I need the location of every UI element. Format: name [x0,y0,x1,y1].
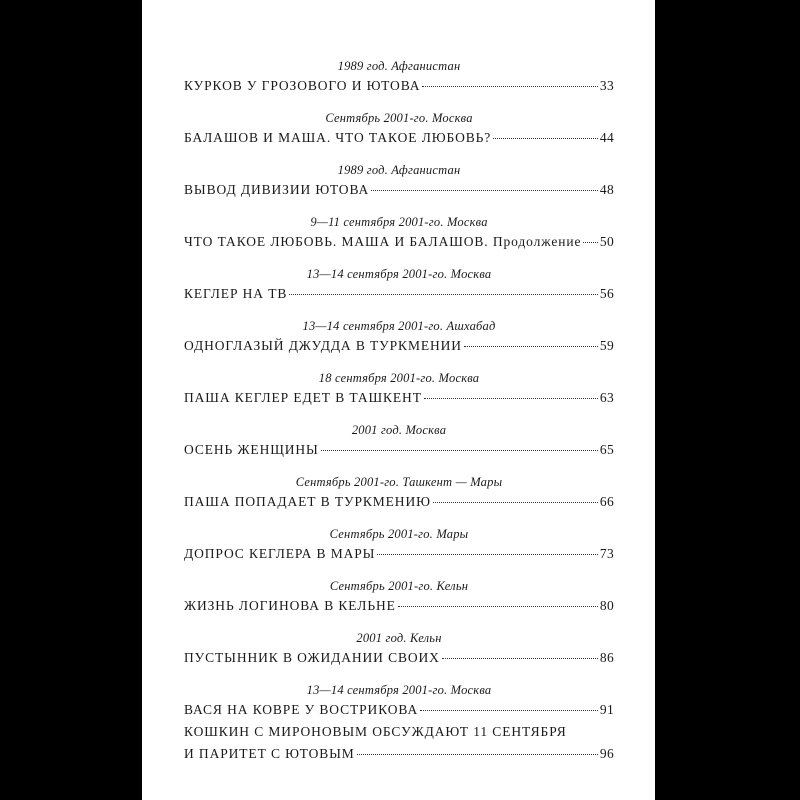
toc-line [184,647,614,669]
toc-title: ПАША КЕГЛЕР ЕДЕТ В ТАШКЕНТ [184,390,422,405]
toc-page-number: 63 [599,390,614,405]
toc-line [184,127,614,149]
dot-leader [321,450,598,451]
dot-leader [289,294,598,295]
toc-entry [184,265,614,317]
toc-page-number: 66 [599,494,614,509]
toc-title: ЧТО ТАКОЕ ЛЮБОВЬ. МАША И БАЛАШОВ. Продолжение [184,234,582,249]
toc-title: КОШКИН С МИРОНОВЫМ ОБСУЖДАЮТ 11 СЕНТЯБРЯ [184,724,567,739]
toc-subtitle: 18 сентября 2001-го. Москва [318,371,480,385]
toc-entry [184,213,614,265]
toc-subtitle: Сентябрь 2001-го. Кельн [329,579,469,593]
toc-subtitle: Сентябрь 2001-го. Ташкент — Мары [295,475,503,489]
toc-line [184,75,614,97]
dot-leader [398,606,598,607]
toc-line [184,743,614,765]
toc-title: ОСЕНЬ ЖЕНЩИНЫ [184,442,319,457]
dot-leader [371,190,598,191]
toc-entry [184,369,614,421]
toc-line [184,491,614,513]
toc-line [184,721,614,743]
toc-title: ВАСЯ НА КОВРЕ У ВОСТРИКОВА [184,702,419,717]
toc-subtitle: 13—14 сентября 2001-го. Москва [306,267,492,281]
toc-page-number: 50 [599,234,614,249]
toc-title: КУРКОВ У ГРОЗОВОГО И ЮТОВА [184,78,421,93]
toc-subtitle: 2001 год. Москва [351,423,447,437]
toc-page-number: 44 [599,130,614,145]
toc-line [184,179,614,201]
toc-title: ПУСТЫННИК В ОЖИДАНИИ СВОИХ [184,650,440,665]
toc-title: ПАША ПОПАДАЕТ В ТУРКМЕНИЮ [184,494,431,509]
dot-leader [493,138,598,139]
toc-line [184,231,614,253]
toc-page-number: 59 [599,338,614,353]
toc-page-number: 86 [599,650,614,665]
toc-entry [184,629,614,681]
dot-leader [420,710,598,711]
toc-title: ДОПРОС КЕГЛЕРА В МАРЫ [184,546,376,561]
toc-page-number: 80 [599,598,614,613]
left-black-margin [0,0,142,800]
toc-line [184,335,614,357]
toc-title: И ПАРИТЕТ С ЮТОВЫМ [184,746,355,761]
dot-leader [422,86,597,87]
toc-page-number: 56 [599,286,614,301]
toc-subtitle: Сентябрь 2001-го. Москва [325,111,473,125]
toc-subtitle: 9—11 сентября 2001-го. Москва [310,215,488,229]
toc-entry [184,525,614,577]
toc-title: КЕГЛЕР НА ТВ [184,286,288,301]
toc-entry [184,473,614,525]
dot-leader [464,346,598,347]
toc-entry [184,317,614,369]
dot-leader [433,502,598,503]
toc-subtitle: 1989 год. Афганистан [337,59,461,73]
toc-line [184,283,614,305]
toc-page-number: 33 [599,78,614,93]
toc-subtitle: 13—14 сентября 2001-го. Москва [306,683,492,697]
toc-entry [184,57,614,109]
toc-page-number: 91 [599,702,614,717]
dot-leader [442,658,598,659]
toc-line [184,439,614,461]
right-black-margin [655,0,800,800]
toc-entry [184,681,614,765]
toc-subtitle: 2001 год. Кельн [356,631,442,645]
dot-leader [583,242,598,243]
toc-title: ВЫВОД ДИВИЗИИ ЮТОВА [184,182,370,197]
toc-title: ОДНОГЛАЗЫЙ ДЖУДДА В ТУРКМЕНИИ [184,338,462,353]
toc-subtitle: 1989 год. Афганистан [337,163,461,177]
toc-entry [184,577,614,629]
toc-line [184,543,614,565]
toc-page-number: 65 [599,442,614,457]
toc-subtitle: 13—14 сентября 2001-го. Ашхабад [302,319,496,333]
dot-leader [377,554,598,555]
toc-entry [184,109,614,161]
dot-leader [424,398,598,399]
toc-entry [184,161,614,213]
toc-title: БАЛАШОВ И МАША. ЧТО ТАКОЕ ЛЮБОВЬ? [184,130,492,145]
toc-line [184,595,614,617]
table-of-contents [184,57,614,765]
toc-page-number: 48 [599,182,614,197]
book-page [142,0,655,800]
toc-title: ЖИЗНЬ ЛОГИНОВА В КЕЛЬНЕ [184,598,396,613]
dot-leader [357,754,598,755]
toc-page-number: 73 [599,546,614,561]
toc-line [184,387,614,409]
toc-line [184,699,614,721]
toc-entry [184,421,614,473]
toc-subtitle: Сентябрь 2001-го. Мары [329,527,469,541]
toc-page-number: 96 [599,746,614,761]
